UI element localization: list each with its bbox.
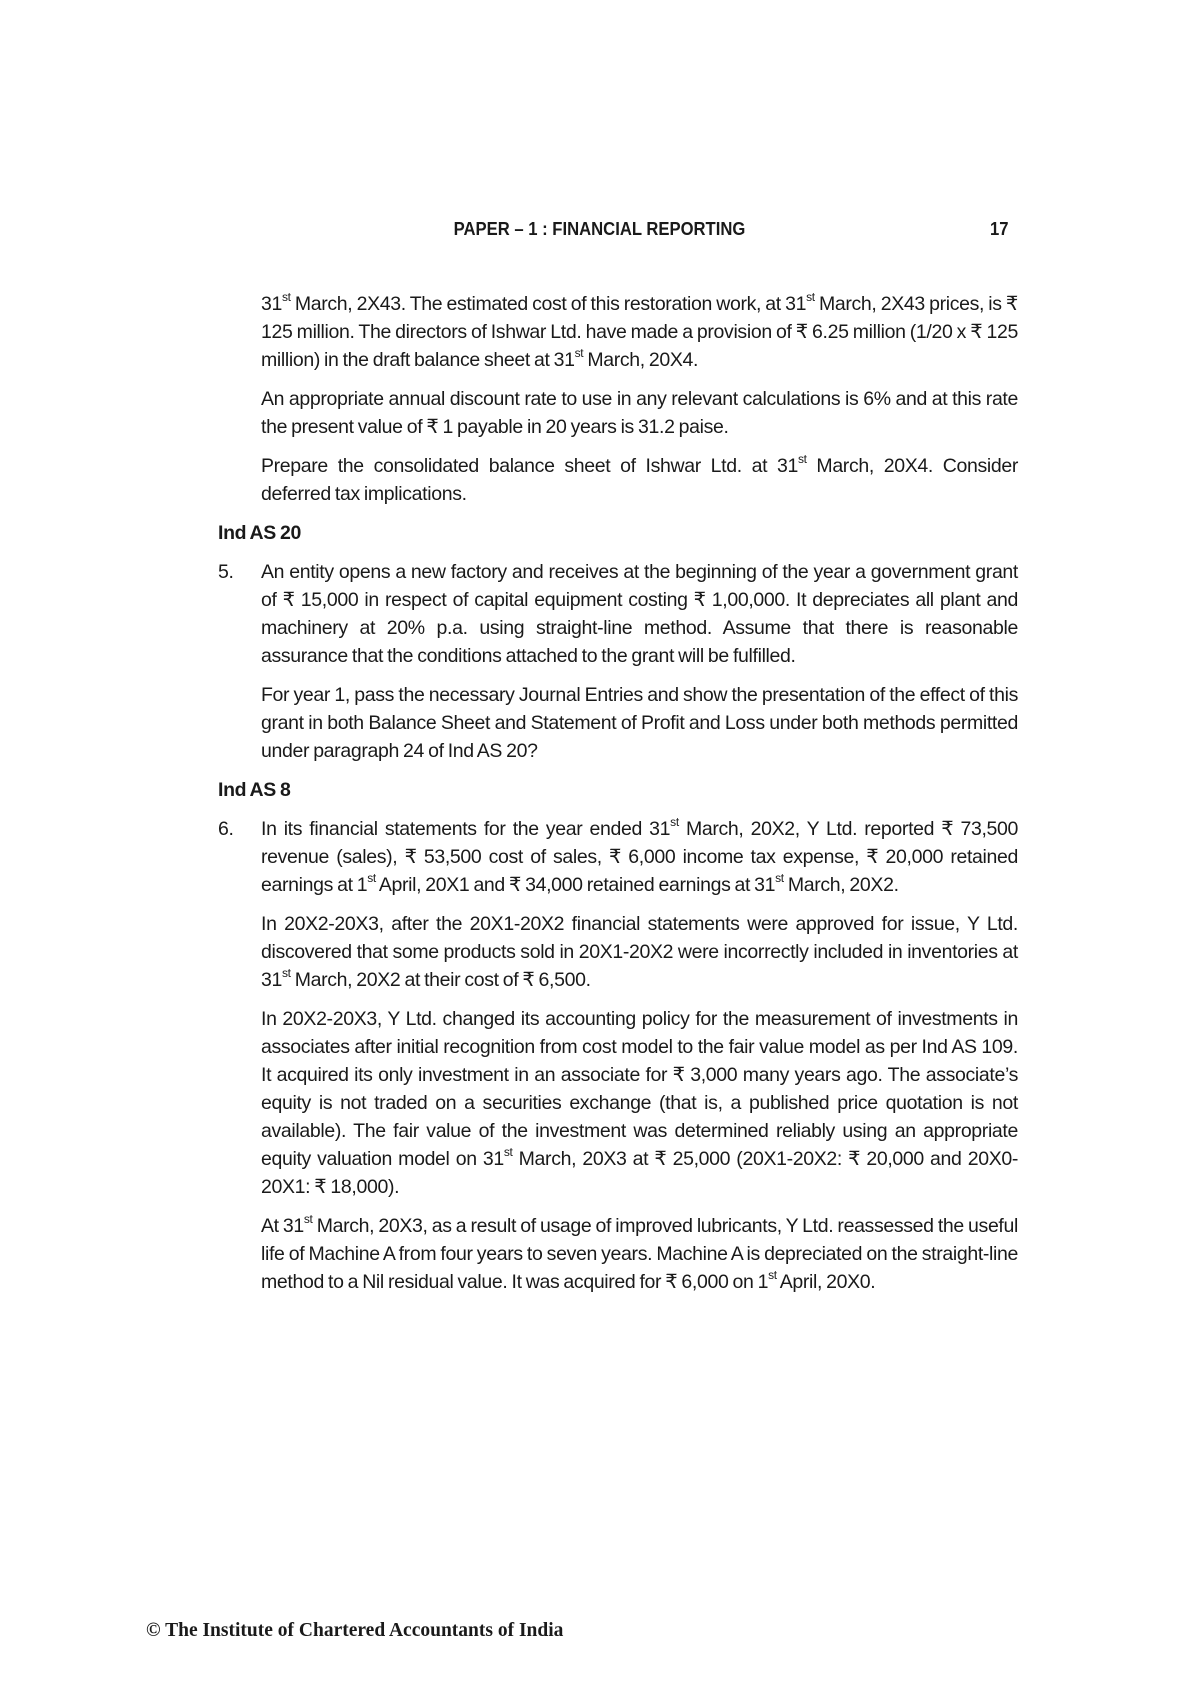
question-body <box>261 558 1018 765</box>
question-5-paragraph-1: An entity opens a new factory and receives at the beginning of the year a government grant of ₹ 15,000 in respect of capital equipment costing ₹ 1,00,000. It depreciates all plant and machinery at 20% p.a. using straight-line method. Assume that there is reasonable assurance that the conditions attached to the grant will be fulfilled. <box>261 561 1018 667</box>
question-6-paragraph-1: In its financial statements for the year ended 31st March, 20X2, Y Ltd. reported ₹ 73,500 revenue (sales), ₹ 53,500 cost of sales, ₹ 6,000 income tax expense, ₹ 20,000 retained earnings at 1st April, 20X1 and ₹ 34,000 retained earnings at 31st March, 20X2. <box>261 814 1019 896</box>
page-number: 17 <box>990 218 1009 239</box>
footer-copyright: © The Institute of Chartered Accountants of India <box>146 1620 564 1641</box>
question-body <box>261 815 1018 1307</box>
question-6-paragraph-4: At 31st March, 20X3, as a result of usage of improved lubricants, Y Ltd. reassessed the useful life of Machine A from four years to seven years. Machine A is depreciated on the straight-line method to a Nil residual value. It was acquired for ₹ 6,000 on 1st April, 20X0. <box>261 1211 1018 1293</box>
section-heading-ind-as-20: Ind AS 20 <box>218 522 301 544</box>
question-number: 5. <box>218 561 234 583</box>
question-number: 6. <box>218 818 234 840</box>
question-5 <box>218 558 1018 765</box>
question-6-paragraph-3: In 20X2-20X3, Y Ltd. changed its accounting policy for the measurement of investments in associates after initial recognition from cost model to the fair value model as per Ind AS 109. It acquired its only investment in an associate for ₹ 3,000 many years ago. The associate’s equity is not traded on a securities exchange (that is, a published price quotation is not available). The fair value of the investment was determined reliably using an appropriate equity valuation model on 31st March, 20X3 at ₹ 25,000 (20X1-20X2: ₹ 20,000 and 20X0-20X1: ₹ 18,000). <box>261 1008 1018 1198</box>
page-header <box>0 218 1072 244</box>
paragraph-restoration-cost: 31st March, 2X43. The estimated cost of this restoration work, at 31st March, 2X43 prices, is ₹ 125 million. The directors of Ishwar Ltd. have made a provision of ₹ 6.25 million (1/20 x ₹ 125 million) in the draft balance sheet at 31st March, 20X4. <box>261 289 1018 371</box>
question-6 <box>218 815 1018 1307</box>
page-content <box>218 290 1018 1318</box>
section-heading-ind-as-8: Ind AS 8 <box>218 779 291 801</box>
paragraph-prepare-balance-sheet: Prepare the consolidated balance sheet of Ishwar Ltd. at 31st March, 20X4. Consider deferred tax implications. <box>261 451 1018 505</box>
header-title: PAPER – 1 : FINANCIAL REPORTING <box>453 218 746 239</box>
question-6-paragraph-2: In 20X2-20X3, after the 20X1-20X2 financial statements were approved for issue, Y Ltd. discovered that some products sold in 20X1-20X2 were incorrectly included in inventories at 31st March, 20X2 at their cost of ₹ 6,500. <box>261 913 1018 991</box>
question-5-paragraph-2: For year 1, pass the necessary Journal Entries and show the presentation of the effect of this grant in both Balance Sheet and Statement of Profit and Loss under both methods permitted under paragraph 24 of Ind AS 20? <box>261 684 1018 762</box>
paragraph-discount-rate: An appropriate annual discount rate to use in any relevant calculations is 6% and at this rate the present value of ₹ 1 payable in 20 years is 31.2 paise. <box>261 388 1018 438</box>
